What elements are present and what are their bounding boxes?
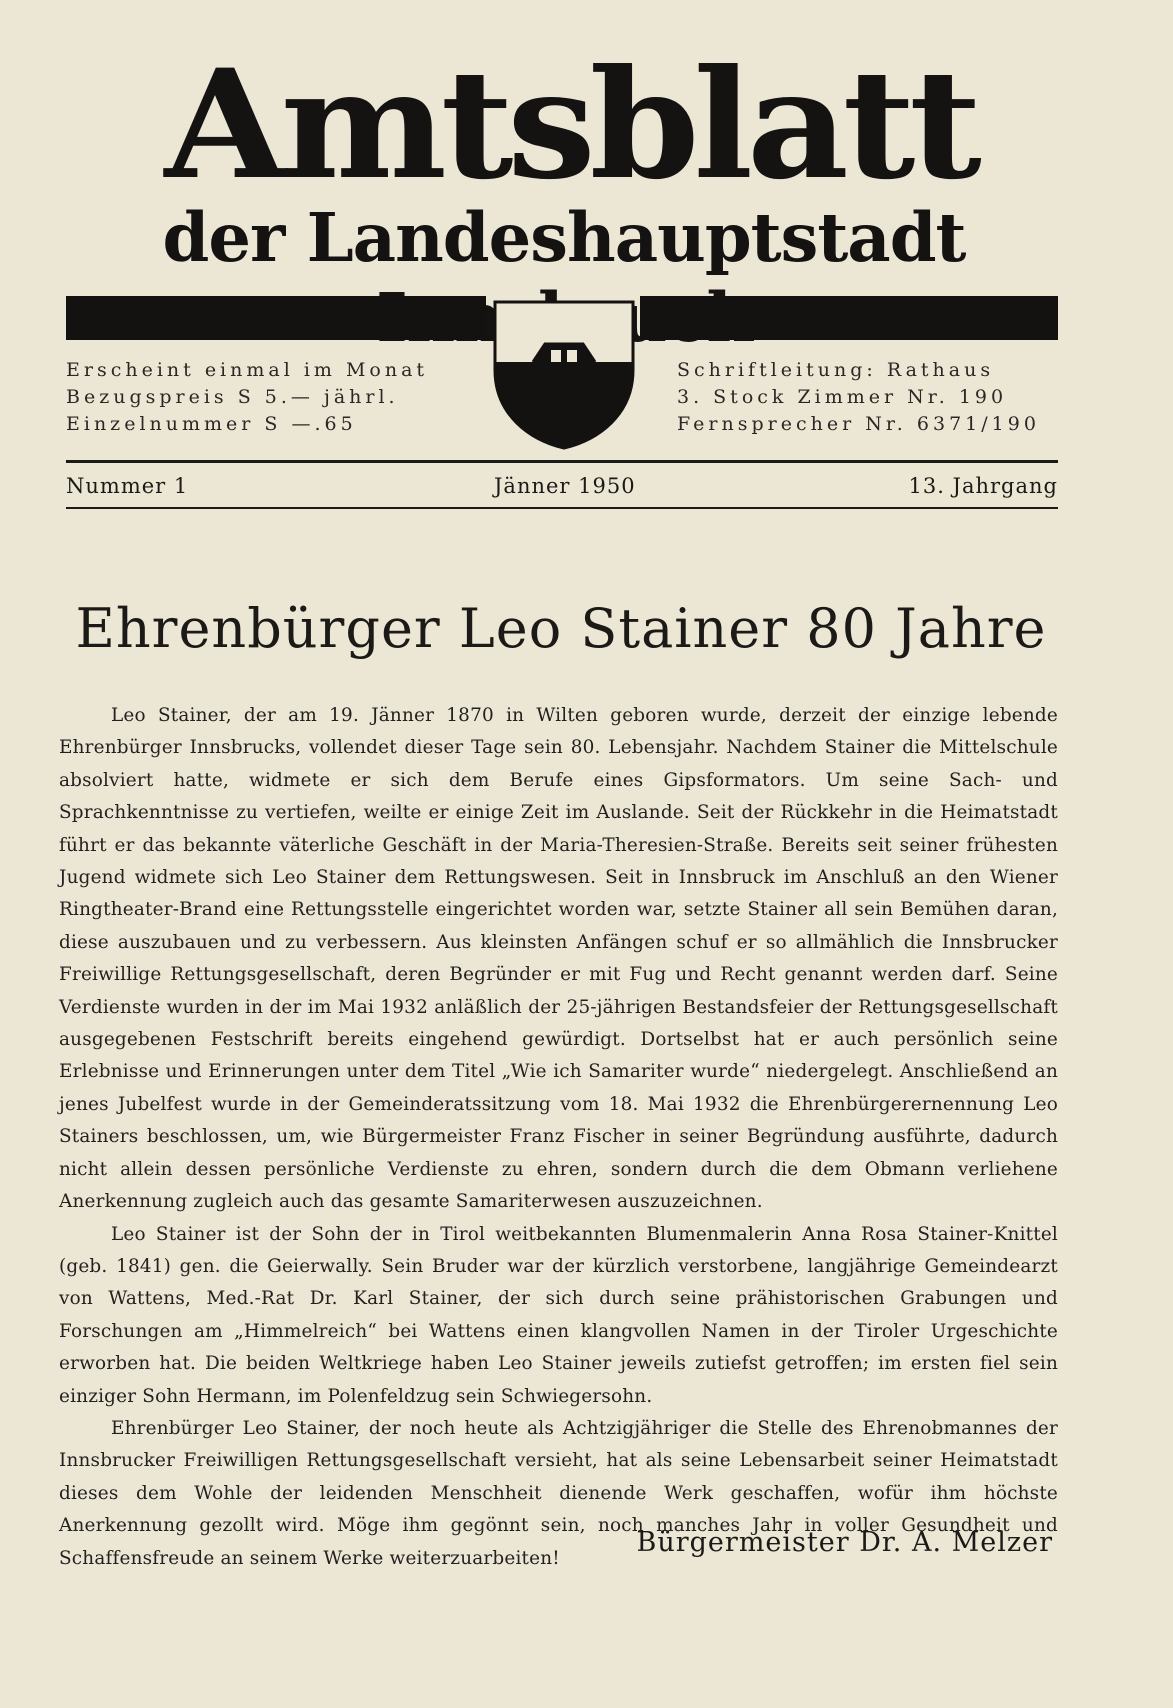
info-frequency: Erscheint einmal im Monat [66, 359, 429, 381]
info-phone: Fernsprecher Nr. 6371/190 [677, 413, 1040, 435]
editorial-info [677, 357, 1040, 438]
masthead-bar-left [66, 296, 486, 340]
info-room: 3. Stock Zimmer Nr. 190 [677, 386, 1008, 408]
divider-top [66, 460, 1058, 463]
info-price: Bezugspreis S 5.— jährl. [66, 386, 399, 408]
masthead-title: Amtsblatt [164, 37, 976, 213]
article-paragraph: Ehrenbürger Leo Stainer, der noch heute als Achtzigjähriger die Stelle des Ehrenobmannes der Innsbrucker Freiwilligen Rettungsgesellschaft versieht, hat als seine Lebensarbeit seiner Heimatstadt dieses dem Wohle der leidenden Menschheit dienende Werk geschaffen, wofür ihm höchste Anerkennung gezollt wird. Möge ihm gegönnt sein, noch manches Jahr in voller Gesundheit und Schaffensfreude an seinem Werke weiterzuarbeiten! [59, 1417, 1058, 1569]
info-single-copy: Einzelnummer S —.65 [66, 413, 357, 435]
article-headline: Ehrenbürger Leo Stainer 80 Jahre [75, 597, 1047, 660]
info-editorial-office: Schriftleitung: Rathaus [677, 359, 995, 381]
masthead-bar-right [640, 296, 1058, 340]
masthead-subtitle: der Landeshauptstadt [162, 198, 966, 277]
divider-bottom [66, 507, 1058, 509]
article-paragraph: Leo Stainer ist der Sohn der in Tirol weitbekannten Blumenmalerin Anna Rosa Stainer-Knittel (geb. 1841) gen. die Geierwally. Sein Bruder war der kürzlich verstorbene, langjährige Gemeindearzt von Wattens, Med.-Rat Dr. Karl Stainer, der sich durch seine prähistorischen Grabungen und Forschungen am „Himmelreich“ bei Wattens einen klangvollen Namen in der Tiroler Urgeschichte erworben hat. Die beiden Weltkriege haben Leo Stainer jeweils zutiefst getroffen; im ersten fiel sein einziger Sohn Hermann, im Polenfeldzug sein Schwiegersohn. [59, 1223, 1058, 1407]
article-body [59, 700, 1058, 1575]
issue-number: Nummer 1 [66, 474, 189, 498]
article-signature: Bürgermeister Dr. A. Melzer [636, 1527, 1053, 1558]
issue-date: Jänner 1950 [494, 474, 636, 498]
article-paragraph: Leo Stainer, der am 19. Jänner 1870 in Wilten geboren wurde, derzeit der einzige lebende Ehrenbürger Innsbrucks, vollendet dieser Tage sein 80. Lebensjahr. Nachdem Stainer die Mittelschule absolviert hatte, widmete er sich dem Berufe eines Gipsformators. Um seine Sach- und Sprachkenntnisse zu vertiefen, weilte er einige Zeit im Auslande. Seit der Rückkehr in die Heimatstadt führt er das bekannte väterliche Geschäft in der Maria-Theresien-Straße. Bereits seit seiner frühesten Jugend widmete sich Leo Stainer dem Rettungswesen. Seit in Innsbruck im Anschluß an den Wiener Ringtheater-Brand eine Rettungsstelle eingerichtet worden war, setzte Stainer all sein Bemühen daran, diese auszubauen und zu verbessern. Aus kleinsten Anfängen schuf er so allmählich die Innsbrucker Freiwillige Rettungsgesellschaft, deren Begründer er mit Fug und Recht genannt werden darf. Seine Verdienste wurden in der im Mai 1932 anläßlich der 25-jährigen Bestandsfeier der Rettungsgesellschaft ausgegebenen Festschrift bereits eingehend gewürdigt. Dortselbst hat er auch persönlich seine Erlebnisse und Erinnerungen unter dem Titel „Wie ich Samariter wurde“ niedergelegt. Anschließend an jenes Jubelfest wurde in der Gemeinderatssitzung vom 18. Mai 1932 die Ehrenbürgerernennung Leo Stainers beschlossen, um, wie Bürgermeister Franz Fischer in seiner Begründung ausführte, dadurch nicht allein dessen persönliche Verdienste zu ehren, sondern durch die dem Obmann verliehene Anerkennung zugleich auch das gesamte Samariterwesen auszuzeichnen. [59, 705, 1058, 1213]
city-crest-icon [493, 300, 635, 450]
issue-volume: 13. Jahrgang [908, 474, 1058, 498]
publication-info [66, 357, 428, 438]
